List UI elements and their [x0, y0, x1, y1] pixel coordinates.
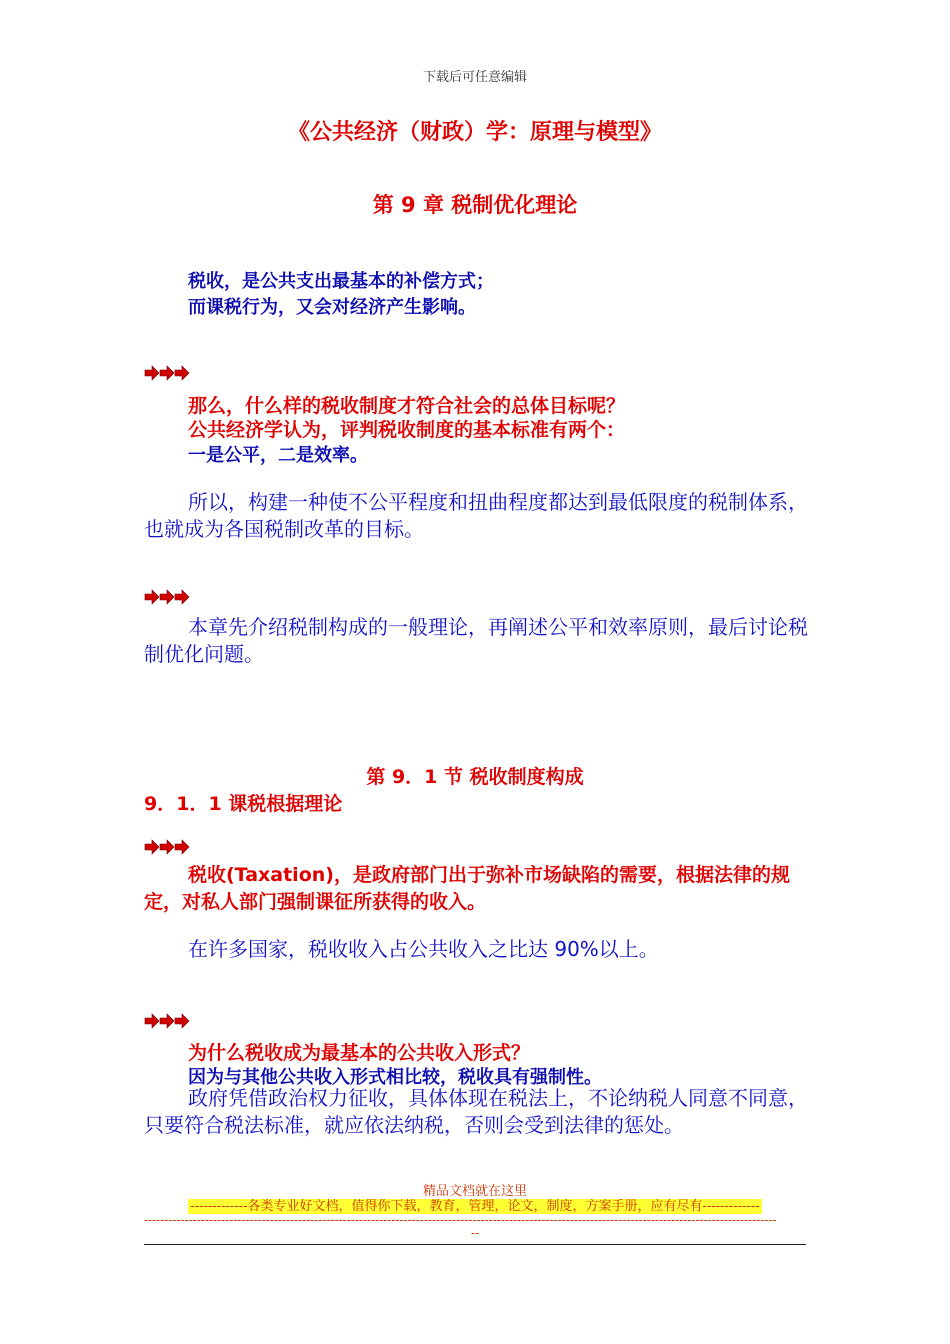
goal-paragraph: 所以，构建一种使不公平程度和扭曲程度都达到最低限度的税制体系，也就成为各国税制改革的目标。	[144, 490, 808, 541]
chapter-title: 第 9 章 税制优化理论	[372, 193, 578, 217]
taxation-definition: 税收(Taxation)，是政府部门出于弥补市场缺陷的需要，根据法律的规定，对私人部门强制课征所获得的收入。	[144, 864, 790, 913]
footer-dashed-line: ------------------------------------------------------------------------------------------------------------------------------------------------------------	[144, 1213, 777, 1227]
triple-arrow-icon	[144, 838, 192, 856]
section-title: 第 9．1 节 税收制度构成	[366, 766, 584, 788]
why-question: 为什么税收成为最基本的公共收入形式？	[188, 1042, 531, 1064]
footer-banner-text: -------------各类专业好文档，值得你下载，教育，管理，论文，制度，方案手册，应有尽有-------------	[190, 1199, 760, 1214]
triple-arrow-icon	[144, 1012, 192, 1030]
chapter-overview-paragraph: 本章先介绍税制构成的一般理论，再阐述公平和效率原则，最后讨论税制优化问题。	[144, 615, 808, 666]
revenue-share-paragraph: 在许多国家，税收收入占公共收入之比达 90%以上。	[188, 937, 659, 961]
why-answer: 因为与其他公共收入形式相比较，税收具有强制性。	[188, 1067, 602, 1088]
question-line-1: 那么，什么样的税收制度才符合社会的总体目标呢？	[188, 395, 626, 417]
footer-rule	[144, 1244, 806, 1245]
question-line-2: 公共经济学认为，评判税收制度的基本标准有两个：	[188, 419, 626, 441]
coercion-paragraph: 政府凭借政治权力征收，具体体现在税法上，不论纳税人同意不同意，只要符合税法标准，就应依法纳税，否则会受到法律的惩处。	[144, 1086, 808, 1137]
header-note: 下载后可任意编辑	[422, 70, 527, 85]
triple-arrow-icon	[144, 588, 192, 606]
footer-dash-tail: --	[470, 1226, 480, 1240]
intro-line-2: 而课税行为，又会对经济产生影响。	[188, 297, 476, 318]
subsection-title: 9．1．1 课税根据理论	[144, 793, 343, 815]
footer-slogan: 精品文档就在这里	[422, 1184, 527, 1199]
intro-line-1: 税收，是公共支出最基本的补偿方式；	[188, 271, 494, 292]
book-title: 《公共经济（财政）学：原理与模型》	[287, 120, 662, 145]
footer-banner	[0, 1195, 950, 1214]
criteria-line: 一是公平，二是效率。	[188, 445, 368, 466]
triple-arrow-icon	[144, 364, 192, 382]
